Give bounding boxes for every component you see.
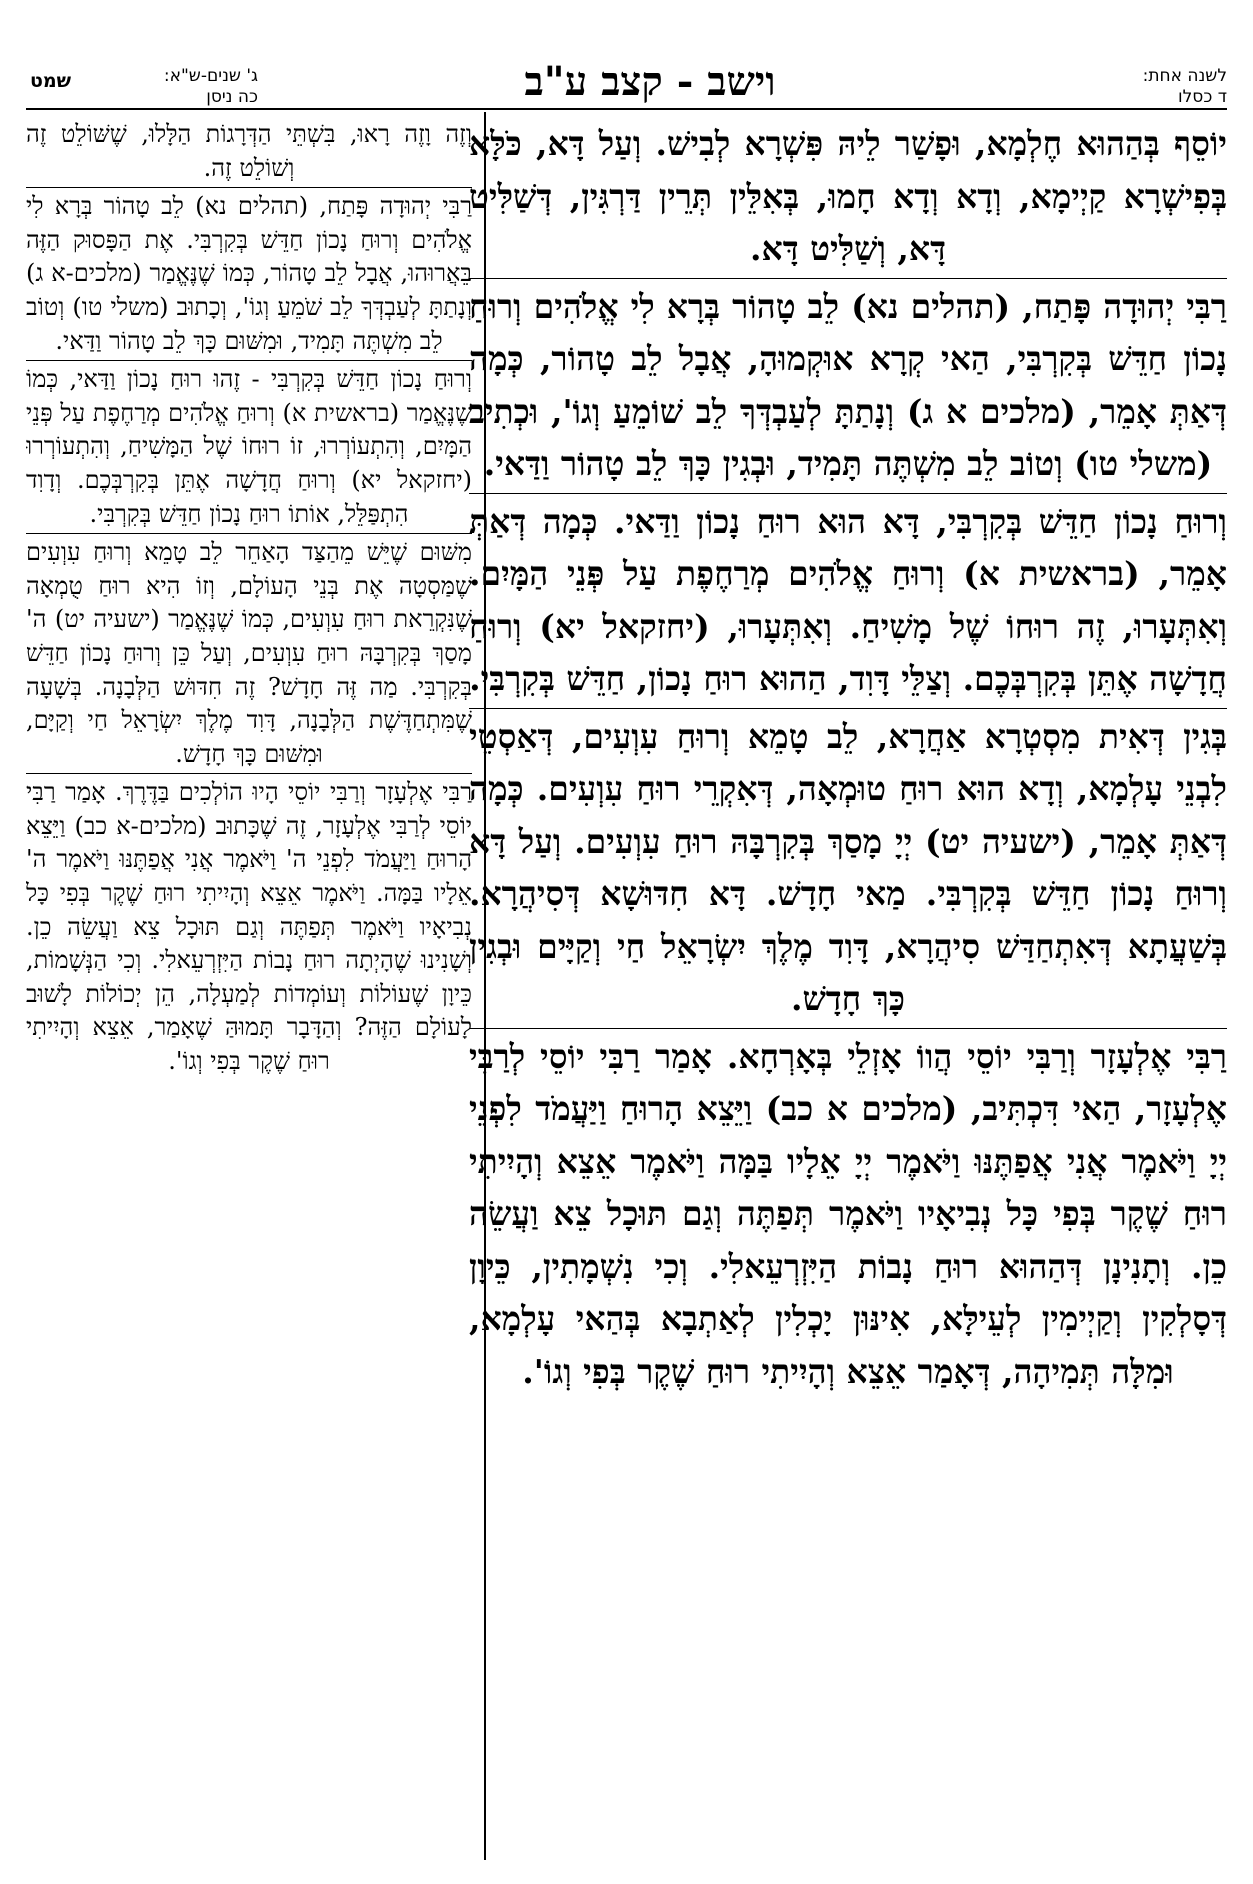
page-header [0, 0, 1253, 108]
paragraph-rule [469, 493, 1227, 494]
header-left-line1: ג' שנים-ש"א: [163, 66, 258, 86]
paragraph-rule [469, 708, 1227, 709]
side-paragraph: וְזֶה וָזֶה רָאוּ, בִּשְׁתֵּי הַדְּרָגוֹת הַלָּלוּ, שֶׁשּׁוֹלֵט זֶה וְשׁוֹלֵט זֶה. [26, 120, 472, 182]
main-paragraph: בְּגִין דְּאִית מִסְטְרָא אַחֲרָא, לֵב טָמֵא וְרוּחַ עִוְעִים, דְּאַסְטֵי לִבְנֵי עָלְמָא, וְדָא הוּא רוּחַ טוּמְאָה, דְּאִקְרֵי רוּחַ עִוְעִים. כְּמָה דְּאַתְּ אָמֵר, (ישעיה יט) יְיָ מָסַךְ בְּקִרְבָּהּ רוּחַ עִוְעִים. וְעַל דָּא וְרוּחַ נָכוֹן חַדֵּשׁ בְּקִרְבִּי. מַאי חָדָשׁ. דָּא חִדּוּשָׁא דְּסִיהֲרָא. בְּשַׁעֲתָא דְּאִתְחַדַּשׁ סִיהֲרָא, דָּוִד מֶלֶךְ יִשְׂרָאֵל חַי וְקַיָּים וּבְגִין כָּךְ חָדָשׁ. [469, 716, 1227, 1018]
side-paragraph: רַבִּי יְהוּדָה פָּתַח, (תהלים נא) לֵב טָהוֹר בְּרָא לִי אֱלֹהִים וְרוּחַ נָכוֹן חַדֵּשׁ בְּקִרְבִּי. אֶת הַפָּסוּק הַזֶּה בֵּאֲרוּהוּ, אֲבָל לֵב טָהוֹר, כְּמוֹ שֶׁנֶּאֱמַר (מלכים-א ג) וְנָתַתָּ לְעַבְדְּךָ לֵב שֹׁמֵעַ וְגוֹ', וְכָתוּב (משלי טו) וְטוֹב לֵב מִשְׁתֶּה תָּמִיד, וּמִשּׁוּם כָּךְ לֵב טָהוֹר וַדַּאי. [26, 192, 472, 355]
main-paragraph: רַבִּי אֶלְעָזָר וְרַבִּי יוֹסֵי הֲווֹ אָזְלֵי בְּאָרְחָא. אָמַר רַבִּי יוֹסֵי לְרַבִּי אֶלְעָזָר, הַאי דִּכְתִּיב, (מלכים א כב) וַיֵּצֵא הָרוּחַ וַיַּעֲמֹד לִפְנֵי יְיָ וַיֹּאמֶר אֲנִי אֲפַתֶּנּוּ וַיֹּאמֶר יְיָ אֵלָיו בַּמָּה וַיֹּאמֶר אֵצֵא וְהָיִיתִי רוּחַ שֶׁקֶר בְּפִי כָּל נְבִיאָיו וַיֹּאמֶר תְּפַתֶּה וְגַם תּוּכָל צֵא וַעֲשֵׂה כֵן. וְתָנִינָן דְּהַהוּא רוּחַ נָבוֹת הַיִּזְרְעֵאלִי. וְכִי נִשְׁמָתִין, כֵּיוָן דְּסָלְקִין וְקַיְימִין לְעֵילָּא, אִינּוּן יָכְלִין לְאַתְבָא בְּהַאי עָלְמָא, וּמִלָּה תְּמִיהָה, דְּאָמַר אֵצֵא וְהָיִיתִי רוּחַ שֶׁקֶר בְּפִי וְגוֹ'. [469, 1036, 1227, 1391]
header-date-one-year [1143, 66, 1227, 108]
main-paragraph: וְרוּחַ נָכוֹן חַדֵּשׁ בְּקִרְבִּי, דָּא הוּא רוּחַ נָכוֹן וַדַּאי. כְּמָה דְּאַתְּ אָמֵר, (בראשית א) וְרוּחַ אֱלֹהִים מְרַחֶפֶת עַל פְּנֵי הַמָּיִם. וְאִתְּעָרוּ, זֶה רוּחוֹ שֶׁל מָשִׁיחַ. וְאִתְּעָרוּ, (יחזקאל יא) וְרוּחַ חֲדָשָׁה אֶתֵּן בְּקִרְבְּכֶם. וְצַלֵּי דָּוִד, הַהוּא רוּחַ נָכוֹן, חַדֵּשׁ בְּקִרְבִּי. [469, 501, 1227, 698]
header-right-line1: לשנה אחת: [1142, 66, 1227, 86]
page-title: וישב - קצב ע"ב [524, 58, 776, 105]
side-column-hebrew [26, 118, 472, 1858]
header-rule [26, 108, 1227, 110]
main-paragraph: יוֹסֵף בְּהַהוּא חֶלְמָא, וּפָשַׁר לֵיהּ פִּשְׁרָא לְבִישׁ. וְעַל דָּא, כֹּלָּא בְּפִישְׁרָא קַיְימָא, וְדָא וְדָא חָמוּ, בְּאִלֵּין תְּרֵין דַּרְגִּין, דְּשַׁלִּיט דָּא, וְשַׁלִּיט דָּא. [469, 124, 1227, 268]
paragraph-rule [26, 360, 472, 361]
header-section-label: שמט [30, 70, 72, 92]
side-paragraph: מִשּׁוּם שֶׁיֵּשׁ מֵהַצַּד הָאַחֵר לֵב טָמֵא וְרוּחַ עִוְעִים שֶׁמַּסְטָה אֶת בְּנֵי הָעוֹלָם, וְזוֹ הִיא רוּחַ טֻמְאָה שֶׁנִּקְרֵאת רוּחַ עִוְעִים, כְּמוֹ שֶׁנֶּאֱמַר (ישעיה יט) ה' מָסַךְ בְּקִרְבָּהּ רוּחַ עִוְעִים, וְעַל כֵּן וְרוּחַ נָכוֹן חַדֵּשׁ בְּקִרְבִּי. מַה זֶּה חָדָשׁ? זֶה חִדּוּשׁ הַלְּבָנָה. בְּשָׁעָה שֶׁמִּתְחַדֶּשֶׁת הַלְּבָנָה, דָּוִד מֶלֶךְ יִשְׂרָאֵל חַי וְקַיָּם, וּמִשּׁוּם כָּךְ חָדָשׁ. [26, 538, 472, 768]
paragraph-rule [26, 773, 472, 774]
paragraph-rule [26, 533, 472, 534]
paragraph-rule [469, 278, 1227, 279]
side-paragraph: וְרוּחַ נָכוֹן חַדֵּשׁ בְּקִרְבִּי - זֶהוּ רוּחַ נָכוֹן וַדַּאי, כְּמוֹ שֶׁנֶּאֱמַר (בראשית א) וְרוּחַ אֱלֹהִים מְרַחֶפֶת עַל פְּנֵי הַמָּיִם, וְהִתְעוֹרְרוּ, זוֹ רוּחוֹ שֶׁל הַמָּשִׁיחַ, וְהִתְעוֹרְרוּ (יחזקאל יא) וְרוּחַ חֲדָשָׁה אֶתֵּן בְּקִרְבְּכֶם. וְדָוִד הִתְפַּלֵּל, אוֹתוֹ רוּחַ נָכוֹן חַדֵּשׁ בְּקִרְבִּי. [26, 365, 472, 528]
main-column-aramaic [469, 118, 1227, 1858]
header-right-line2: ד כסלו [1178, 87, 1227, 107]
side-paragraph: רַבִּי אֶלְעָזָר וְרַבִּי יוֹסֵי הָיוּ הוֹלְכִים בַּדֶּרֶךְ. אָמַר רַבִּי יוֹסֵי לְרַבִּי אֶלְעָזָר, זֶה שֶׁכָּתוּב (מלכים-א כב) וַיֵּצֵא הָרוּחַ וַיַּעֲמֹד לִפְנֵי ה' וַיֹּאמֶר אֲנִי אֲפַתֶּנּוּ וַיֹּאמֶר ה' אֵלָיו בַּמָּה. וַיֹּאמֶר אֵצֵא וְהָיִיתִי רוּחַ שֶׁקֶר בְּפִי כָּל נְבִיאָיו וַיֹּאמֶר תְּפַתֶּה וְגַם תּוּכָל צֵא וַעֲשֵׂה כֵן. וְשָׁנִינוּ שֶׁהָיְתָה רוּחַ נָבוֹת הַיִּזְרְעֵאלִי. וְכִי הַנְּשָׁמוֹת, כֵּיוָן שֶׁעוֹלוֹת וְעוֹמְדוֹת לְמַעְלָה, הֵן יְכוֹלוֹת לָשׁוּב לָעוֹלָם הַזֶּה? וְהַדָּבָר תָּמוּהַּ שֶׁאָמַר, אֵצֵא וְהָיִיתִי רוּחַ שֶׁקֶר בְּפִי וְגוֹ'. [26, 778, 472, 1076]
header-date-three-years [128, 66, 258, 108]
paragraph-rule [469, 1028, 1227, 1029]
paragraph-rule [26, 187, 472, 188]
main-paragraph: רַבִּי יְהוּדָה פָּתַח, (תהלים נא) לֵב טָהוֹר בְּרָא לִי אֱלֹהִים וְרוּחַ נָכוֹן חַדֵּשׁ בְּקִרְבִּי, הַאי קְרָא אוּקְמוּהָ, אֲבָל לֵב טָהוֹר, כְּמָה דְּאַתְּ אָמֵר, (מלכים א ג) וְנָתַתָּ לְעַבְדְּךָ לֵב שׁוֹמֵעַ וְגוֹ', וּכְתִיב (משלי טו) וְטוֹב לֵב מִשְׁתֶּה תָּמִיד, וּבְגִין כָּךְ לֵב טָהוֹר וַדַּאי. [469, 286, 1227, 483]
header-left-line2: כה ניסן [206, 87, 258, 107]
